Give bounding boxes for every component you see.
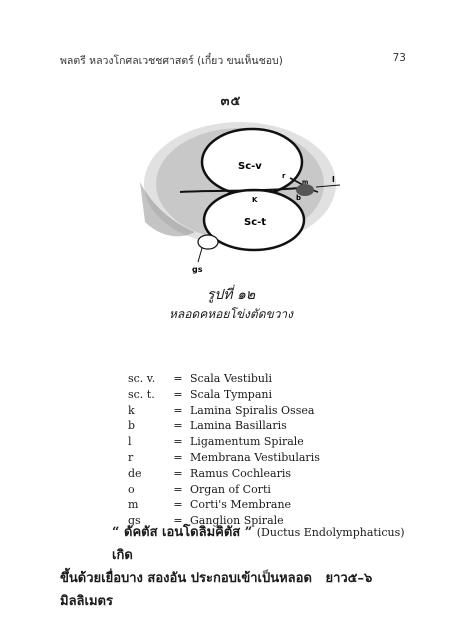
legend-row bbox=[128, 418, 320, 434]
line2-text: ขึ้นด้วยเยื่อบาง สองอัน ประกอบเข้าเป็นหลอด bbox=[60, 571, 312, 586]
thai-term: “ ดัคตัส เอนโดลิมคิตัส ” bbox=[112, 525, 253, 540]
legend-row bbox=[128, 466, 320, 482]
page-number: 73 bbox=[392, 52, 406, 64]
ganglion-pointer-line bbox=[198, 248, 202, 262]
running-header bbox=[60, 52, 406, 69]
legend-abbr: r bbox=[128, 450, 134, 464]
label-l: l bbox=[332, 175, 335, 184]
legend-equals: = bbox=[173, 450, 183, 464]
label-gs: gs bbox=[192, 265, 203, 274]
legend-term: Scala Tympani bbox=[190, 387, 273, 401]
legend-term: Ligamentum Spirale bbox=[190, 435, 304, 449]
legend-row bbox=[128, 371, 320, 387]
legend-term: Scala Vestibuli bbox=[190, 372, 273, 385]
body-paragraph bbox=[60, 521, 412, 613]
legend-abbr: gs bbox=[128, 514, 141, 528]
label-r: r bbox=[282, 172, 286, 180]
legend-abbr: sc. v. bbox=[128, 372, 156, 385]
legend-row bbox=[128, 434, 320, 450]
legend-equals: = bbox=[173, 419, 183, 433]
label-m: m bbox=[302, 179, 309, 186]
legend-abbr: l bbox=[128, 435, 132, 449]
legend-abbr: o bbox=[128, 482, 135, 496]
label-sc-v: Sc-v bbox=[238, 161, 262, 172]
legend-term: Organ of Corti bbox=[190, 482, 271, 496]
line1-end: เกิด bbox=[112, 548, 133, 563]
legend-row bbox=[128, 482, 320, 498]
running-title: พลตรี หลวงโกศลเวชชศาสตร์ (เกี๋ยว ขนเห็นชอบ) bbox=[60, 55, 283, 67]
legend-abbr: b bbox=[128, 419, 136, 433]
legend-equals: = bbox=[173, 387, 183, 401]
label-b: b bbox=[296, 194, 302, 202]
abbreviation-legend bbox=[128, 371, 320, 529]
legend-equals: = bbox=[173, 498, 183, 512]
legend-abbr: sc. t. bbox=[128, 387, 155, 401]
legend-equals: = bbox=[173, 403, 183, 417]
legend-equals: = bbox=[173, 435, 183, 449]
body-line-1 bbox=[112, 521, 412, 567]
label-sc-t: Sc-t bbox=[244, 217, 267, 228]
cochlea-cross-section-figure bbox=[140, 112, 340, 282]
legend-abbr: m bbox=[128, 498, 139, 512]
legend-equals: = bbox=[173, 514, 183, 528]
label-k: K bbox=[252, 196, 258, 204]
legend-row bbox=[128, 497, 320, 513]
body-line-2 bbox=[60, 567, 412, 613]
figure-caption-description: หลอดคหอยโข่งตัดขวาง bbox=[168, 307, 294, 321]
legend-row bbox=[128, 387, 320, 403]
legend-equals: = bbox=[173, 482, 183, 496]
legend-equals: = bbox=[173, 372, 183, 385]
legend-term: Membrana Vestibularis bbox=[190, 450, 320, 464]
legend-abbr: k bbox=[128, 403, 135, 417]
legend-term: Ganglion Spirale bbox=[190, 514, 284, 528]
legend-term: Ramus Cochlearis bbox=[190, 466, 292, 480]
figure-number-label: ๓๕ bbox=[220, 94, 242, 109]
legend-term: Corti's Membrane bbox=[190, 498, 292, 512]
figure-caption-title: รูปที่ ๑๒ bbox=[206, 287, 256, 303]
latin-term: (Ductus Endolymphaticus) bbox=[256, 526, 405, 539]
legend-abbr: de bbox=[128, 466, 142, 480]
legend-equals: = bbox=[173, 466, 183, 480]
ganglion-spirale-shape bbox=[198, 235, 218, 249]
legend-row bbox=[128, 403, 320, 419]
legend-term: Lamina Spiralis Ossea bbox=[190, 403, 315, 417]
line2-end: ยาว๕–๖ มิลลิเมตร bbox=[60, 571, 373, 609]
legend-term: Lamina Basillaris bbox=[190, 419, 287, 433]
legend-row bbox=[128, 450, 320, 466]
legend-body bbox=[128, 371, 320, 529]
